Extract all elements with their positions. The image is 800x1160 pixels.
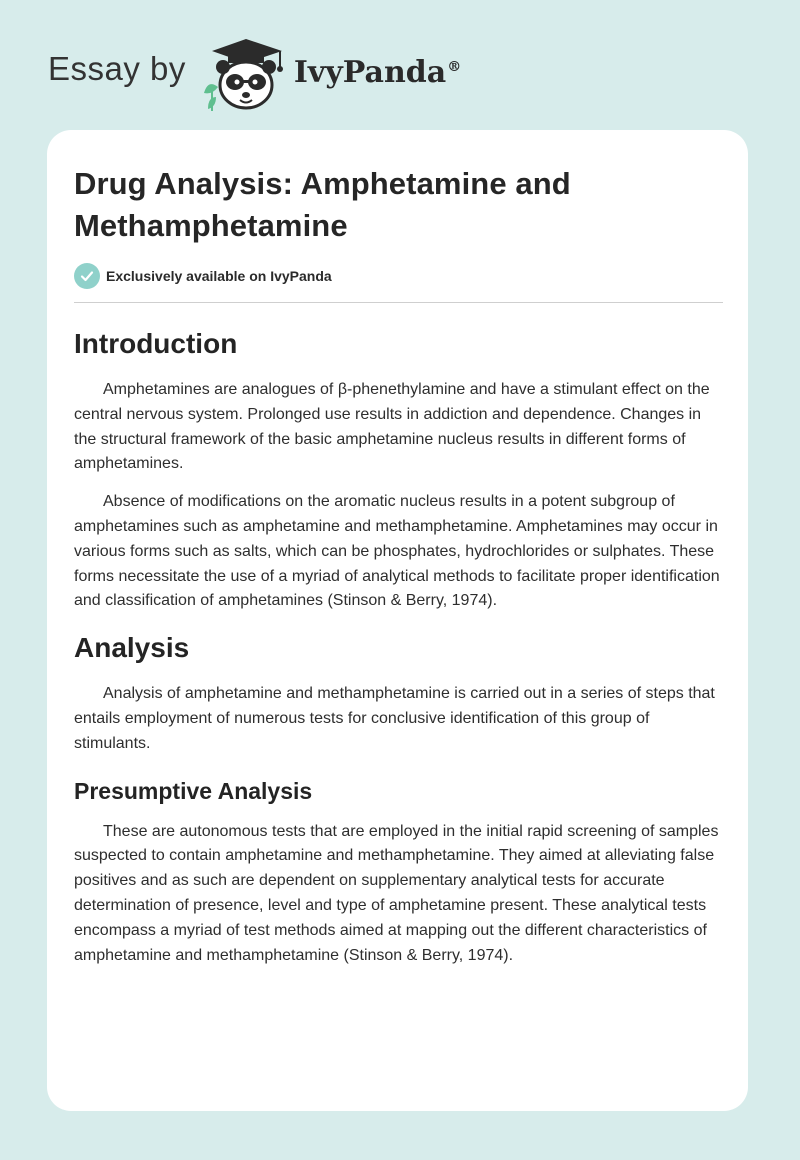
site-header-brand[interactable] [48,34,461,114]
section-heading: Analysis [74,632,190,664]
panda-graduate-logo-icon [200,35,292,113]
exclusive-badge [74,261,721,291]
essay-card [47,130,748,1111]
exclusive-badge-text: Exclusively available on IvyPanda [106,268,332,284]
section-analysis [74,631,721,756]
paragraph: Analysis of amphetamine and methamphetamine is carried out in a series of steps that entails employment of numerous tests for conclusive identification of this group of stimulants. [74,685,715,752]
page-title: Drug Analysis: Amphetamine and Methamphetamine [74,166,571,243]
paragraph: Absence of modifications on the aromatic nucleus results in a potent subgroup of amphetamines such as amphetamine and methamphetamine. Amphetamines may occur in various forms such as salts, which can be phosphates, hydrochlorides or sulphates. These forms necessitate the use of a myriad of analytical methods to facilitate proper identification and classification of amphetamines (Stinson & Berry, 1974). [74,493,720,610]
section-heading: Introduction [74,328,238,359]
paragraph: Amphetamines are analogues of β-phenethylamine and have a stimulant effect on the central nervous system. Prolonged use results in addiction and dependence. Changes in the structural framework of the basic amphetamine nucleus results in different forms of amphetamines. [74,381,710,473]
subsection-heading: Presumptive Analysis [74,777,313,804]
section-presumptive-analysis [74,777,721,969]
paragraph: These are autonomous tests that are employed in the initial rapid screening of samples suspected to contain amphetamine and methamphetamine. They aimed at alleviating false positives and as such are dependent on supplementary analytical tests for accurate determination of presence, level and type of amphetamine present. These analytical tests encompass a myriad of test methods aimed at mapping out the different characteristics of amphetamine and methamphetamine (Stinson & Berry, 1974). [74,822,719,964]
brand-name: IvyPanda® [293,54,462,90]
section-introduction [74,327,721,614]
check-circle-icon [74,263,100,289]
title-divider [74,302,723,303]
registered-mark: ® [447,58,462,75]
brand-prefix: Essay by [48,50,186,87]
